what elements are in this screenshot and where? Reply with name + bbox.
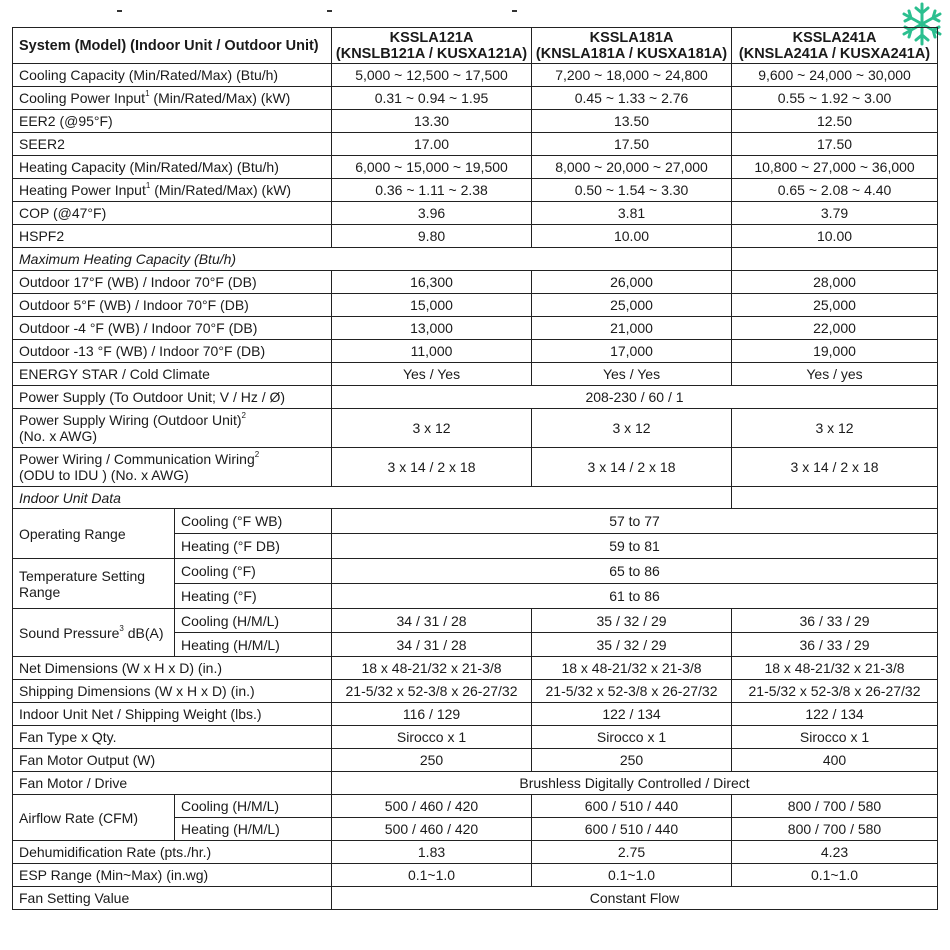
cell-value: 10.00	[532, 225, 732, 248]
cell-value: 17.50	[732, 133, 938, 156]
table-row	[13, 864, 938, 887]
cell-value: 5,000 ~ 12,500 ~ 17,500	[332, 64, 532, 87]
cell-value: 122 / 134	[532, 703, 732, 726]
row-label: Fan Setting Value	[13, 887, 332, 910]
cell-value: 17,000	[532, 340, 732, 363]
sub-label: Cooling (H/M/L)	[175, 609, 332, 633]
model-name-3: KSSLA241A	[792, 29, 877, 46]
cell-value: Sirocco x 1	[732, 726, 938, 749]
top-mark	[512, 10, 517, 12]
cell-value: 21-5/32 x 52-3/8 x 26-27/32	[532, 680, 732, 703]
table-row	[13, 271, 938, 294]
cell-value-merged: 57 to 77	[332, 509, 938, 534]
label-part: Cooling Power Input	[19, 90, 146, 106]
row-label: Outdoor 17°F (WB) / Indoor 70°F (DB)	[13, 271, 332, 294]
model-name-1: KSSLA121A	[389, 29, 474, 46]
table-row	[13, 225, 938, 248]
cell-value: Yes / Yes	[532, 363, 732, 386]
model-header-2	[532, 28, 732, 64]
cell-value: 36 / 33 / 29	[732, 609, 938, 633]
row-label: Dehumidification Rate (pts./hr.)	[13, 841, 332, 864]
cell-value: 0.1~1.0	[332, 864, 532, 887]
table-row	[13, 657, 938, 680]
footnote-mark: 1	[145, 181, 151, 191]
table-row	[13, 409, 938, 448]
cell-value: Sirocco x 1	[532, 726, 732, 749]
cell-value: 3 x 14 / 2 x 18	[332, 448, 532, 487]
cell-value: 500 / 460 / 420	[332, 818, 532, 841]
cell-value: 500 / 460 / 420	[332, 795, 532, 818]
row-label: SEER2	[13, 133, 332, 156]
cell-value: 15,000	[332, 294, 532, 317]
row-label: Fan Type x Qty.	[13, 726, 332, 749]
footnote-mark: 1	[145, 89, 150, 99]
table-row	[13, 749, 938, 772]
label-part: dB(A)	[123, 624, 164, 641]
row-label: EER2 (@95°F)	[13, 110, 332, 133]
cell-value: 800 / 700 / 580	[732, 818, 938, 841]
cell-value-merged: Brushless Digitally Controlled / Direct	[332, 772, 938, 795]
cell-value: 17.00	[332, 133, 532, 156]
sub-label: Heating (°F DB)	[175, 534, 332, 559]
cell-value: 3.79	[732, 202, 938, 225]
row-label: HSPF2	[13, 225, 332, 248]
cell-value: 22,000	[732, 317, 938, 340]
table-row	[13, 772, 938, 795]
cell-value: 17.50	[532, 133, 732, 156]
table-row	[13, 609, 938, 633]
table-row	[13, 887, 938, 910]
row-label	[13, 609, 175, 657]
label-part: (ODU to IDU ) (No. x AWG)	[19, 467, 189, 483]
cell-value: 34 / 31 / 28	[332, 609, 532, 633]
cell-value: 800 / 700 / 580	[732, 795, 938, 818]
row-label	[13, 87, 332, 110]
label-part: Temperature Setting	[19, 567, 146, 584]
top-mark	[327, 10, 332, 12]
cell-value: 28,000	[732, 271, 938, 294]
footnote-mark: 3	[119, 623, 124, 633]
model-units-2: (KNSLA181A / KUSXA181A)	[535, 45, 728, 62]
table-row	[13, 448, 938, 487]
cell-value: 3 x 14 / 2 x 18	[732, 448, 938, 487]
cell-value: 600 / 510 / 440	[532, 818, 732, 841]
top-page-marks	[0, 10, 950, 20]
cell-value: 3 x 14 / 2 x 18	[532, 448, 732, 487]
model-units-3: (KNSLA241A / KUSXA241A)	[738, 45, 931, 62]
cell-value: 19,000	[732, 340, 938, 363]
table-row	[13, 133, 938, 156]
cell-value: 3 x 12	[532, 409, 732, 448]
label-part: (Min/Rated/Max) (kW)	[150, 182, 292, 198]
row-label: Outdoor 5°F (WB) / Indoor 70°F (DB)	[13, 294, 332, 317]
sub-label: Heating (°F)	[175, 584, 332, 609]
cell-value: 122 / 134	[732, 703, 938, 726]
table-row	[13, 202, 938, 225]
cell-value: 13.30	[332, 110, 532, 133]
cell-value: 13,000	[332, 317, 532, 340]
sub-label: Cooling (°F)	[175, 559, 332, 584]
cell-value: 0.1~1.0	[532, 864, 732, 887]
sub-label: Cooling (H/M/L)	[175, 795, 332, 818]
cell-value: 25,000	[732, 294, 938, 317]
table-row	[13, 680, 938, 703]
table-row	[13, 64, 938, 87]
cell-value: 16,300	[332, 271, 532, 294]
model-units-1: (KNSLB121A / KUSXA121A)	[335, 45, 528, 62]
cell-value: 9,600 ~ 24,000 ~ 30,000	[732, 64, 938, 87]
cell-value: 250	[532, 749, 732, 772]
model-name-2: KSSLA181A	[589, 29, 674, 46]
cell-value: 21-5/32 x 52-3/8 x 26-27/32	[732, 680, 938, 703]
cell-value-merged: 61 to 86	[332, 584, 938, 609]
row-label	[13, 448, 332, 487]
cell-value: 116 / 129	[332, 703, 532, 726]
cell-value: 3.96	[332, 202, 532, 225]
row-label: Operating Range	[13, 509, 175, 559]
row-label: Shipping Dimensions (W x H x D) (in.)	[13, 680, 332, 703]
section-row	[13, 487, 938, 509]
table-row	[13, 509, 938, 534]
row-label	[13, 409, 332, 448]
table-row	[13, 559, 938, 584]
cell-value-merged: 59 to 81	[332, 534, 938, 559]
model-header-1	[332, 28, 532, 64]
table-row	[13, 294, 938, 317]
cell-value: 0.55 ~ 1.92 ~ 3.00	[732, 87, 938, 110]
cell-value: Sirocco x 1	[332, 726, 532, 749]
table-row	[13, 156, 938, 179]
cell-value: 0.65 ~ 2.08 ~ 4.40	[732, 179, 938, 202]
label-part: Heating Power Input	[19, 182, 146, 198]
sub-label: Heating (H/M/L)	[175, 633, 332, 657]
row-label: ESP Range (Min~Max) (in.wg)	[13, 864, 332, 887]
table-row	[13, 703, 938, 726]
section-title: Indoor Unit Data	[13, 487, 732, 509]
cell-value-merged: 208-230 / 60 / 1	[332, 386, 938, 409]
cell-value: Yes / yes	[732, 363, 938, 386]
cell-value: 0.1~1.0	[732, 864, 938, 887]
cell-value-merged: Constant Flow	[332, 887, 938, 910]
cell-value: 10.00	[732, 225, 938, 248]
cell-value: 0.36 ~ 1.11 ~ 2.38	[332, 179, 532, 202]
cell-value: Yes / Yes	[332, 363, 532, 386]
cell-value: 2.75	[532, 841, 732, 864]
model-header-3	[732, 28, 938, 64]
table-row	[13, 363, 938, 386]
row-label	[13, 559, 175, 609]
section-title: Maximum Heating Capacity (Btu/h)	[13, 248, 732, 271]
table-row	[13, 317, 938, 340]
cell-value: 250	[332, 749, 532, 772]
spec-table	[12, 27, 938, 910]
label-part: Power Wiring / Communication Wiring	[19, 451, 255, 467]
cell-value: 26,000	[532, 271, 732, 294]
table-row	[13, 340, 938, 363]
cell-value: 13.50	[532, 110, 732, 133]
cell-value: 9.80	[332, 225, 532, 248]
cell-value: 21-5/32 x 52-3/8 x 26-27/32	[332, 680, 532, 703]
sub-label: Cooling (°F WB)	[175, 509, 332, 534]
cell-value: 34 / 31 / 28	[332, 633, 532, 657]
row-label: Airflow Rate (CFM)	[13, 795, 175, 841]
cell-value: 18 x 48-21/32 x 21-3/8	[332, 657, 532, 680]
table-row	[13, 179, 938, 202]
cell-value: 18 x 48-21/32 x 21-3/8	[532, 657, 732, 680]
cell-value: 4.23	[732, 841, 938, 864]
table-row	[13, 110, 938, 133]
cell-value: 0.50 ~ 1.54 ~ 3.30	[532, 179, 732, 202]
cell-value: 8,000 ~ 20,000 ~ 27,000	[532, 156, 732, 179]
top-mark	[117, 10, 122, 12]
cell-value: 12.50	[732, 110, 938, 133]
cell-value: 600 / 510 / 440	[532, 795, 732, 818]
row-label: Power Supply (To Outdoor Unit; V / Hz / Ø)	[13, 386, 332, 409]
label-part: (No. x AWG)	[19, 428, 98, 444]
cell-value: 1.83	[332, 841, 532, 864]
label-part: (Min/Rated/Max) (kW)	[149, 90, 291, 106]
label-part: Power Supply Wiring (Outdoor Unit)	[19, 412, 242, 428]
row-label: Fan Motor Output (W)	[13, 749, 332, 772]
cell-value: 36 / 33 / 29	[732, 633, 938, 657]
table-row	[13, 726, 938, 749]
empty-cell	[732, 248, 938, 271]
cell-value: 11,000	[332, 340, 532, 363]
table-row	[13, 386, 938, 409]
row-label	[13, 179, 332, 202]
empty-cell	[732, 487, 938, 509]
row-label: Outdoor -4 °F (WB) / Indoor 70°F (DB)	[13, 317, 332, 340]
footnote-mark: 2	[254, 450, 260, 460]
row-label: Net Dimensions (W x H x D) (in.)	[13, 657, 332, 680]
cell-value: 6,000 ~ 15,000 ~ 19,500	[332, 156, 532, 179]
cell-value: 7,200 ~ 18,000 ~ 24,800	[532, 64, 732, 87]
table-row	[13, 795, 938, 818]
cell-value: 400	[732, 749, 938, 772]
cell-value: 35 / 32 / 29	[532, 633, 732, 657]
row-label: Cooling Capacity (Min/Rated/Max) (Btu/h)	[13, 64, 332, 87]
table-row	[13, 87, 938, 110]
cell-value: 10,800 ~ 27,000 ~ 36,000	[732, 156, 938, 179]
cell-value: 0.31 ~ 0.94 ~ 1.95	[332, 87, 532, 110]
cell-value: 21,000	[532, 317, 732, 340]
cell-value: 0.45 ~ 1.33 ~ 2.76	[532, 87, 732, 110]
cell-value-merged: 65 to 86	[332, 559, 938, 584]
table-row	[13, 841, 938, 864]
cell-value: 3 x 12	[332, 409, 532, 448]
label-part: Range	[19, 583, 61, 600]
cell-value: 18 x 48-21/32 x 21-3/8	[732, 657, 938, 680]
section-row	[13, 248, 938, 271]
row-label: COP (@47°F)	[13, 202, 332, 225]
row-label: ENERGY STAR / Cold Climate	[13, 363, 332, 386]
cell-value: 3.81	[532, 202, 732, 225]
row-label: Heating Capacity (Min/Rated/Max) (Btu/h)	[13, 156, 332, 179]
sub-label: Heating (H/M/L)	[175, 818, 332, 841]
cell-value: 35 / 32 / 29	[532, 609, 732, 633]
row-label: Indoor Unit Net / Shipping Weight (lbs.)	[13, 703, 332, 726]
cell-value: 25,000	[532, 294, 732, 317]
row-label: Outdoor -13 °F (WB) / Indoor 70°F (DB)	[13, 340, 332, 363]
system-label: System (Model) (Indoor Unit / Outdoor Unit)	[13, 28, 332, 64]
footnote-mark: 2	[241, 411, 246, 421]
label-part: Sound Pressure	[19, 624, 120, 641]
table-header-row	[13, 28, 938, 64]
cell-value: 3 x 12	[732, 409, 938, 448]
row-label: Fan Motor / Drive	[13, 772, 332, 795]
